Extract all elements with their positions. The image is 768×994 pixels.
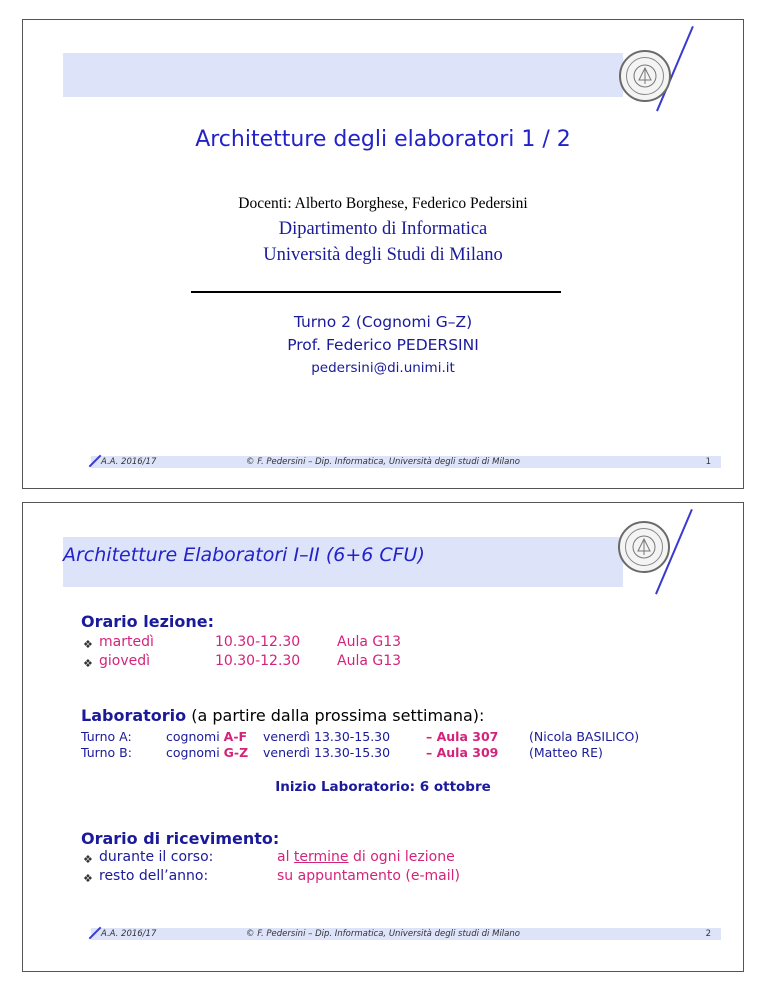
lab-start-date: Inizio Laboratorio: 6 ottobre — [275, 779, 491, 795]
page-number: 2 — [705, 929, 711, 939]
lab-heading — [81, 706, 484, 725]
footer-year: A.A. 2016/17 — [101, 457, 157, 467]
lab-cognomi-label: cognomi — [166, 745, 224, 760]
lab-cognomi — [166, 729, 247, 744]
lesson-room: Aula G13 — [337, 634, 402, 650]
university-name: Università degli Studi di Milano — [263, 245, 503, 265]
lesson-time: 10.30-12.30 — [215, 653, 301, 669]
page-number: 1 — [705, 457, 711, 467]
divider-line — [191, 291, 561, 293]
diamond-bullet-icon: ❖ — [83, 657, 93, 670]
lab-turno: Turno A: — [81, 729, 132, 744]
university-seal-icon — [618, 521, 670, 573]
department-name: Dipartimento di Informatica — [278, 219, 488, 239]
lab-cognomi-range: A-F — [223, 729, 248, 744]
slide-title: Architetture Elaboratori I–II (6+6 CFU) — [63, 544, 425, 566]
email-address[interactable]: pedersini@di.unimi.it — [311, 360, 455, 376]
footer-credit: © F. Pedersini – Dip. Informatica, Università degli studi di Milano — [246, 457, 520, 467]
university-seal-icon — [619, 50, 671, 102]
footer-year: A.A. 2016/17 — [101, 929, 157, 939]
presentation-title: Architetture degli elaboratori 1 / 2 — [195, 127, 571, 152]
lab-person: (Matteo RE) — [529, 745, 603, 760]
lab-cognomi-label: cognomi — [166, 729, 224, 744]
lab-when: venerdì 13.30-15.30 — [263, 729, 391, 744]
ricevimento-heading: Orario di ricevimento: — [81, 829, 280, 848]
diamond-bullet-icon: ❖ — [83, 638, 93, 651]
lab-heading-note: (a partire dalla prossima settimana): — [186, 706, 485, 725]
ricevimento-value-post: di ogni lezione — [348, 849, 455, 865]
diamond-bullet-icon: ❖ — [83, 853, 93, 866]
ricevimento-value-underlined: termine — [293, 849, 349, 865]
lab-person: (Nicola BASILICO) — [529, 729, 640, 744]
lab-cognomi-range: G-Z — [223, 745, 249, 760]
ricevimento-label: durante il corso: — [99, 849, 214, 865]
lab-cognomi — [166, 745, 248, 760]
docenti-line: Docenti: Alberto Borghese, Federico Pedersini — [238, 195, 528, 212]
lesson-day: martedì — [99, 634, 154, 650]
header-band — [63, 53, 623, 97]
lab-heading-label: Laboratorio — [81, 706, 187, 725]
lesson-room: Aula G13 — [337, 653, 402, 669]
lesson-day: giovedì — [99, 653, 151, 669]
lab-when: venerdì 13.30-15.30 — [263, 745, 391, 760]
footer-credit: © F. Pedersini – Dip. Informatica, Università degli studi di Milano — [246, 929, 520, 939]
turno-line: Turno 2 (Cognomi G–Z) — [293, 313, 473, 331]
ricevimento-value — [277, 849, 455, 865]
slide-2 — [22, 502, 744, 972]
ricevimento-value: su appuntamento (e-mail) — [277, 868, 460, 884]
lab-aula: – Aula 309 — [426, 745, 499, 760]
lesson-time: 10.30-12.30 — [215, 634, 301, 650]
lab-turno: Turno B: — [81, 745, 132, 760]
ricevimento-label: resto dell’anno: — [99, 868, 209, 884]
slide-1 — [22, 19, 744, 489]
professor-name: Prof. Federico PEDERSINI — [287, 336, 479, 354]
lab-aula: – Aula 307 — [426, 729, 499, 744]
orario-heading: Orario lezione: — [81, 612, 214, 631]
ricevimento-value-pre: al — [277, 849, 294, 865]
diamond-bullet-icon: ❖ — [83, 872, 93, 885]
